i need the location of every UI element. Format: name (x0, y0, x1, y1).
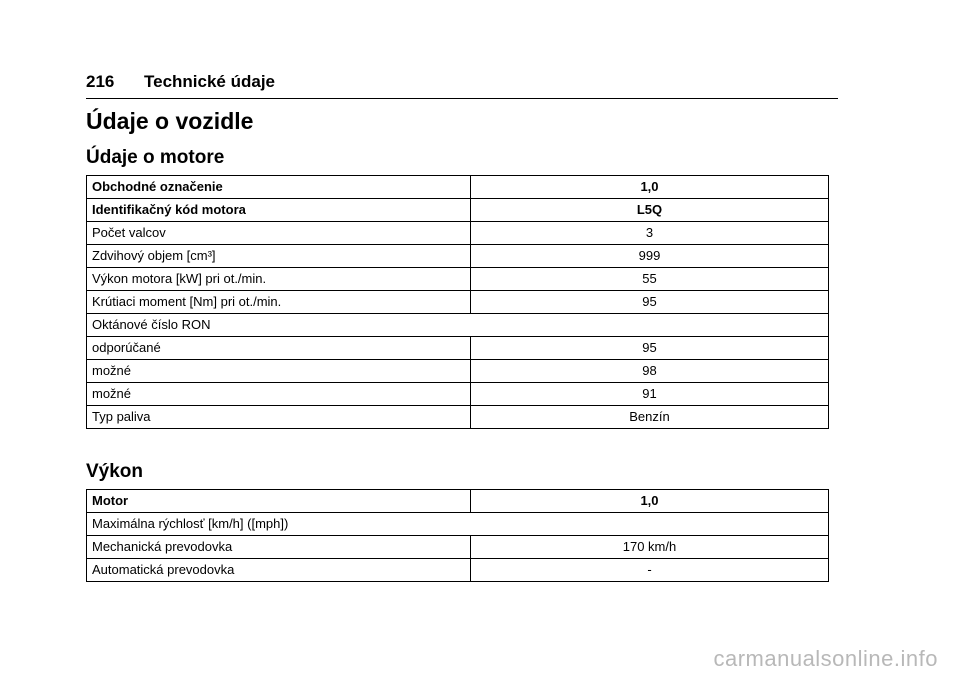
table-row (87, 314, 829, 337)
table-cell: 98 (471, 360, 829, 383)
header-cell: Motor (87, 490, 471, 513)
table-cell: - (471, 559, 829, 582)
table-cell: Identifikačný kód motora (87, 199, 471, 222)
table-row (87, 559, 829, 582)
table-cell: 3 (471, 222, 829, 245)
header-divider (86, 98, 838, 99)
table-cell: 91 (471, 383, 829, 406)
table-cell: odporúčané (87, 337, 471, 360)
table-row (87, 513, 829, 536)
table-cell: Typ paliva (87, 406, 471, 429)
table-cell: 55 (471, 268, 829, 291)
header-cell: 1,0 (471, 176, 829, 199)
table-cell: L5Q (471, 199, 829, 222)
table-cell: Zdvihový objem [cm³] (87, 245, 471, 268)
table-cell: 95 (471, 291, 829, 314)
table-cell: možné (87, 383, 471, 406)
watermark: carmanualsonline.info (713, 646, 938, 671)
table-cell: Krútiaci moment [Nm] pri ot./min. (87, 291, 471, 314)
section-title: Technické údaje (144, 72, 276, 91)
table-row (87, 268, 829, 291)
table-header-row (87, 490, 829, 513)
table-cell: Počet valcov (87, 222, 471, 245)
table-cell: 95 (471, 337, 829, 360)
performance-table (86, 489, 829, 582)
engine-table (86, 175, 829, 429)
table-row (87, 536, 829, 559)
header-cell: 1,0 (471, 490, 829, 513)
table-row (87, 291, 829, 314)
table-row (87, 199, 829, 222)
table-row (87, 222, 829, 245)
table-cell: Automatická prevodovka (87, 559, 471, 582)
table-cell: Maximálna rýchlosť [km/h] ([mph]) (87, 513, 829, 536)
header-cell: Obchodné označenie (87, 176, 471, 199)
table-cell: Oktánové číslo RON (87, 314, 829, 337)
table-row (87, 383, 829, 406)
table-row (87, 360, 829, 383)
table-cell: Mechanická prevodovka (87, 536, 471, 559)
engine-heading: Údaje o motore (86, 147, 225, 168)
performance-heading: Výkon (86, 461, 144, 482)
table-cell: 170 km/h (471, 536, 829, 559)
page-title: Údaje o vozidle (86, 108, 254, 134)
table-cell: 999 (471, 245, 829, 268)
table-header-row (87, 176, 829, 199)
table-cell: Výkon motora [kW] pri ot./min. (87, 268, 471, 291)
table-cell: Benzín (471, 406, 829, 429)
page-header (86, 72, 275, 92)
table-row (87, 406, 829, 429)
page-number: 216 (86, 72, 115, 91)
table-row (87, 337, 829, 360)
table-cell: možné (87, 360, 471, 383)
table-row (87, 245, 829, 268)
